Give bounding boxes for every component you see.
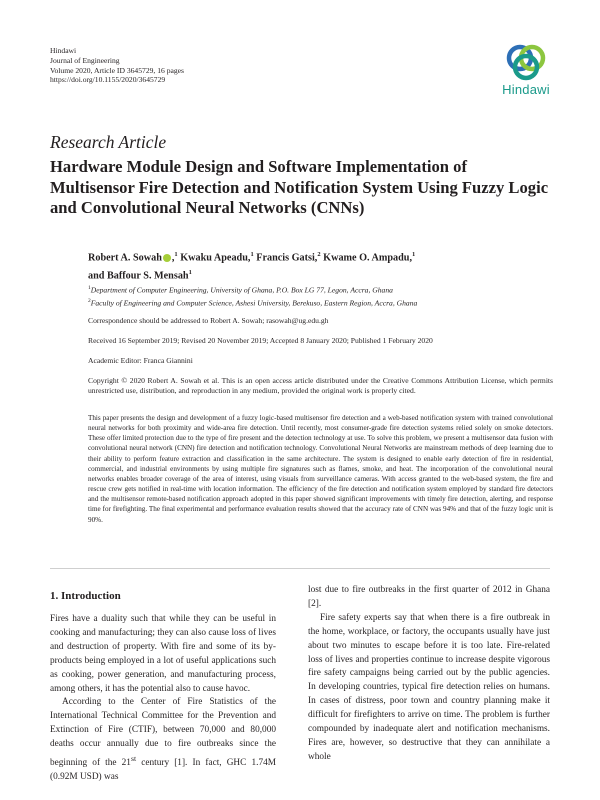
affiliation-text: Faculty of Engineering and Computer Science, Ashesi University, Berekuso, Eastern Region, Accra, Ghana [90, 298, 418, 308]
hindawi-logo-icon [503, 44, 549, 82]
affiliation-marker: 1 [188, 268, 192, 276]
journal-meta [50, 46, 184, 85]
correspondence: Correspondence should be addressed to Robert A. Sowah; rasowah@ug.edu.gh [88, 316, 329, 325]
author-name[interactable]: and Baffour S. Mensah [88, 270, 189, 282]
author-list: Robert A. Sowah ,$^1$ Kwaku Apeadu,$^1$ Francis Gatsi,$^2$ Kwame O. Ampadu,$^1$ and Baffour S. Mensah$^1$ [88, 251, 416, 282]
ordinal-suffix: st [130, 754, 137, 764]
affiliation-number: 2 [88, 297, 91, 304]
affiliation-item [88, 296, 558, 309]
affiliation-marker: 1 [250, 251, 254, 258]
author-name[interactable]: Kwame O. Ampadu, [323, 252, 413, 264]
paper-title: Hardware Module Design and Software Implementation of Multisensor Fire Detection and Notification System Using Fuzzy Logic and Convolutional Neural Networks (CNNs) [50, 157, 549, 217]
volume-line: Volume 2020, Article ID 3645729, 16 pages [50, 65, 184, 75]
journal-name: Journal of Engineering [50, 55, 120, 65]
hindawi-logo [494, 44, 558, 106]
author-name[interactable]: Kwaku Apeadu, [180, 252, 251, 264]
paragraph: Fires have a duality such that while they can be useful in cooking and manufacturing; they can also cause loss of lives and destruction of property. With fire and some of its by-products being employed in a lot of useful applications such as cooking, power generation, and manufacturing process, among others, it has the potential also to cause havoc. [50, 614, 276, 694]
publisher-name: Hindawi [50, 46, 77, 55]
affiliation-text: Department of Computer Engineering, University of Ghana, P.O. Box LG 77, Legon, Accra, Ghana [90, 285, 393, 295]
affiliation-marker: 1 [412, 251, 416, 258]
article-type: Research Article [50, 132, 167, 152]
affiliation-marker: 1 [174, 251, 178, 258]
paragraph: lost due to fire outbreaks in the first quarter of 2012 in Ghana [2]. [308, 585, 550, 609]
copyright-notice: Copyright © 2020 Robert A. Sowah et al. This is an open access article distributed under the Creative Commons Attribution License, which permits unrestricted use, distribution, and reproduction in any medium, provided the original work is properly cited. [88, 376, 553, 396]
logo-wordmark: Hindawi [502, 82, 550, 97]
academic-editor: Academic Editor: Franca Giannini [88, 356, 193, 365]
section-divider [50, 568, 550, 569]
orcid-icon[interactable] [163, 254, 171, 262]
affiliation-number: 1 [88, 285, 91, 291]
publication-dates: Received 16 September 2019; Revised 20 November 2019; Accepted 8 January 2020; Published 1 February 2020 [88, 336, 433, 345]
paragraph-text: century [1]. In fact, GHC 1.74M (0.92M USD) was [50, 758, 277, 783]
author-name[interactable]: Francis Gatsi, [256, 252, 318, 264]
affiliations [88, 283, 558, 308]
affiliation-marker: 2 [317, 251, 321, 258]
body-column-right [308, 584, 550, 765]
doi-link[interactable]: https://doi.org/10.1155/2020/3645729 [50, 75, 166, 85]
abstract: This paper presents the design and development of a fuzzy logic-based multisensor fire detection and a web-based notification system with trained convolutional neural networks for both proximity and wide-area fire detection. Until recently, most consumer-grade fire detection systems relied solely on smoke detectors. These offer limited protection due to the type of fire present and the detection technology at use. To solve this problem, we present a multisensor data fusion with convolutional neural network (CNN) fire detection and notification technology. Convolutional Neural Networks are mainstream methods of deep learning due to their ability to perform feature extraction and classification in the same architecture. The system is designed to enable early detection of fire in residential, commercial, and industrial environments by using multiple fire signatures such as flames, smoke, and heat. The incorporation of the convolutional neural networks enables broader coverage of the area of interest, using visuals from surveillance cameras. With access granted to the web-based system, the fire and rescue crew gets notified in real-time with location information. The efficiency of the fire detection and notification system employed by standard fire detectors and the multisensor remote-based notification approach adopted in this paper showed significant improvements with timely fire detection, alerting, and response time for firefighting. The final experimental and performance evaluation results showed that the accuracy rate of CNN was 94% and that of the fuzzy logic unit is 90%. [88, 414, 553, 524]
paragraph-text: According to the Center of Fire Statistics of the International Technical Committee for the Prevention and Extinction of Fire (CTIF), between 70,000 and 80,000 deaths occur annually due to fire outbreaks since the beginning of the 21 [50, 697, 276, 769]
affiliation-item [88, 283, 558, 296]
body-column-left [50, 613, 276, 785]
author-name[interactable]: Robert A. Sowah [88, 252, 162, 264]
paragraph: Fire safety experts say that when there is a fire outbreak in the home, workplace, or factory, the occupants usually have just about two minutes to escape before it is too late. Fire-related loss of lives and properties continue to increase despite vigorous fire safety campaigns being carried out by the public agencies. In developing countries, typical fire detection relies on humans. In cases of distress, poor town and country planning make it difficult for firefighters to arrive on time. The problem is further compounded by inadequate alert and notification mechanisms. Fires are, however, so destructive that they can annihilate a whole [308, 612, 550, 762]
paragraph [50, 696, 276, 785]
section-heading: 1. Introduction [50, 590, 121, 602]
